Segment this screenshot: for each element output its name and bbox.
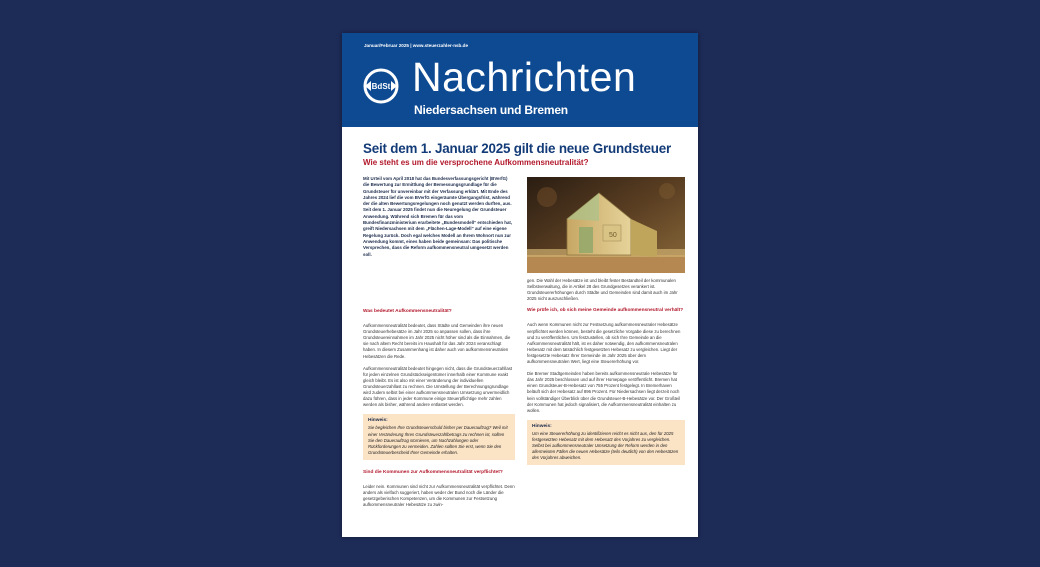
note-body: Sie begleichen Ihre Grundsteuerschuld bisher per Dauerauftrag? Weil mit einer Veränderung Ihres Grundsteuerzahlbetrags zu rechnen ist, sollten Sie den Dauerauftrag stornieren, um Nachzahlungen oder Rückforderungen zu vermeiden. Zahlen sollten Sie erst, wenn Sie den Grundsteuerbescheid Ihrer Gemeinde erhalten. (368, 425, 508, 455)
note-box (527, 420, 685, 466)
euro-banknote-house-photo (527, 177, 685, 273)
note-heading: Hinweis: (532, 423, 552, 429)
photo-illustration (527, 177, 685, 273)
newsletter-title: Nachrichten (412, 54, 637, 100)
bdst-logo-icon (363, 68, 399, 104)
column-right (527, 278, 685, 475)
newsletter-page (342, 33, 698, 537)
section-heading: Sind die Kommunen zur Aufkommensneutralität verpflichtet? (363, 469, 503, 475)
paragraph: Aufkommensneutralität bedeutet hingegen nicht, dass die Grundsteuerzahllast für jeden einzelnen Grundstückseigentümer innerhalb einer Kommune exakt gleich bleibt. Es ist also mit einer Veränderung der individuellen Grundsteuerzahllast zu rechnen. Die Umstellung der Berechnungsgrundlage wird zudem selbst bei einer aufkommensneutralen Umsetzung unvermeidlich dazu führen, dass in jeder Kommune einige Steuerpflichtige mehr zahlen werden als bisher, während andere entlastet werden. (363, 365, 513, 408)
paragraph: Leider nein. Kommunen sind nicht zur Aufkommensneutralität verpflichtet. Denn anders als vielfach suggeriert, haben weder der Bund noch die Länder die gesetzgeberischen Kompetenzen, um die Kommunen zur Festsetzung aufkommensneutraler Hebesätze zu zwin- (363, 483, 515, 508)
article-intro: Mit Urteil vom April 2018 hat das Bundesverfassungsgericht (BVerfG) die Bewertung zur Ermittlung der Bemessungsgrundlage für die Grundsteuer für unvereinbar mit der Verfassung erklärt. Mit Ende des Jahres 2024 lief die vom BVerfG eingeräumte Übergangsfrist, während der die alten Bewertungsregelungen noch genutzt werden durften, aus. Seit dem 1. Januar 2025 findet nun die Neuregelung der Grundsteuer Anwendung. Während sich Bremen für das vom Bundesfinanzministerium erarbeitete „Bundesmodell“ entschieden hat, greift Niedersachsen mit dem „Flächen-Lage-Modell“ auf eine eigene Regelung zurück. Doch egal welches Modell an Ihrem Wohnort nun zur Anwendung kommt, eines haben beide gemeinsam: Das politische Versprechen, dass die Reform aufkommensneutral umgesetzt werden soll. (363, 176, 513, 257)
newsletter-subtitle: Niedersachsen und Bremen (414, 103, 568, 117)
article (342, 127, 698, 537)
article-headline: Seit dem 1. Januar 2025 gilt die neue Grundsteuer (363, 141, 671, 156)
paragraph: Die Bremer Stadtgemeinden haben bereits aufkommensneutrale Hebesätze für das Jahr 2025 beschlossen und auf ihrer Homepage veröffentlicht. Bremen hat einen Grundsteuer-B-Hebesatz von 755 Prozent festgelegt. In Bremerhaven beläuft sich der Hebesatz auf 896 Prozent. Für Niedersachsen liegt derzeit noch kein vollständiger Überblick über die Grundsteuer-B-Hebesätze vor. Der Großteil der Kommunen hat jedoch signalisiert, die Aufkommensneutralität einhalten zu wollen. (527, 371, 681, 413)
section-heading: Was bedeutet Aufkommensneutralität? (363, 309, 452, 314)
svg-text:50: 50 (609, 232, 617, 239)
note-body: Um eine Steuererhöhung zu identifizieren reicht es nicht aus, den für 2025 festgesetzten Hebesatz mit dem Hebesatz des Vorjahres zu vergleichen. Selbst bei aufkommensneutraler Umsetzung der Reform werden in den allermeisten Fällen die neuen Hebesätze (teils deutlich) von den Hebesätzen des Vorjahres abweichen. (532, 430, 679, 461)
section-heading: Wie prüfe ich, ob sich meine Gemeinde aufkommensneutral verhält? (527, 308, 684, 314)
paragraph: gen. Die Wahl der Hebesätze ist und bleibt fester Bestandteil der kommunalen Selbstverwaltung, die in Artikel 28 des Grundgesetzes verankert ist. Grundsteuererhöhungen durch Städte und Gemeinden sind damit auch im Jahr 2025 nicht auszuschließen. (527, 278, 678, 302)
article-subheadline: Wie steht es um die versprochene Aufkommensneutralität? (363, 158, 589, 167)
note-heading: Hinweis: (368, 418, 388, 424)
paragraph: Auch wenn Kommunen nicht zur Festsetzung aufkommensneutraler Hebesätze verpflichtet werden können, besteht die gesetzliche Vorgabe diese zu berechnen und zu veröffentlichen. Um festzustellen, ob sich Ihre Gemeinde an die Aufkommensneutralität hält, ist es daher notwendig, den aufkommensneutralen Hebesatz mit dem tatsächlich festgesetzten Hebesatz zu vergleichen. Liegt der festgesetzte Hebesatz Ihrer Gemeinde im Jahr 2025 über dem aufkommensneutralen Wert, liegt eine Steuererhöhung vor. (527, 322, 681, 365)
column-left (363, 305, 515, 514)
logo-text: BdSt (371, 82, 391, 91)
dateline: Januar/Februar 2025 | www.steuerzahler-nsb.de (364, 43, 469, 48)
note-box (363, 414, 515, 460)
paragraph: Aufkommensneutralität bedeutet, dass Städte und Gemeinden ihre neuen Grundsteuerhebesätze im Jahr 2025 so anpassen sollen, dass ihre Grundsteuereinnahmen im Jahr 2025 nicht höher sind als die Einnahmen, die sie nach altem Recht bereits im Haushalt für das Jahr 2024 veranschlagt haben. In diesem Zusammenhang ist daher auch von aufkommensneutralen Hebesätzen die Rede. (363, 323, 511, 359)
masthead (342, 33, 698, 127)
